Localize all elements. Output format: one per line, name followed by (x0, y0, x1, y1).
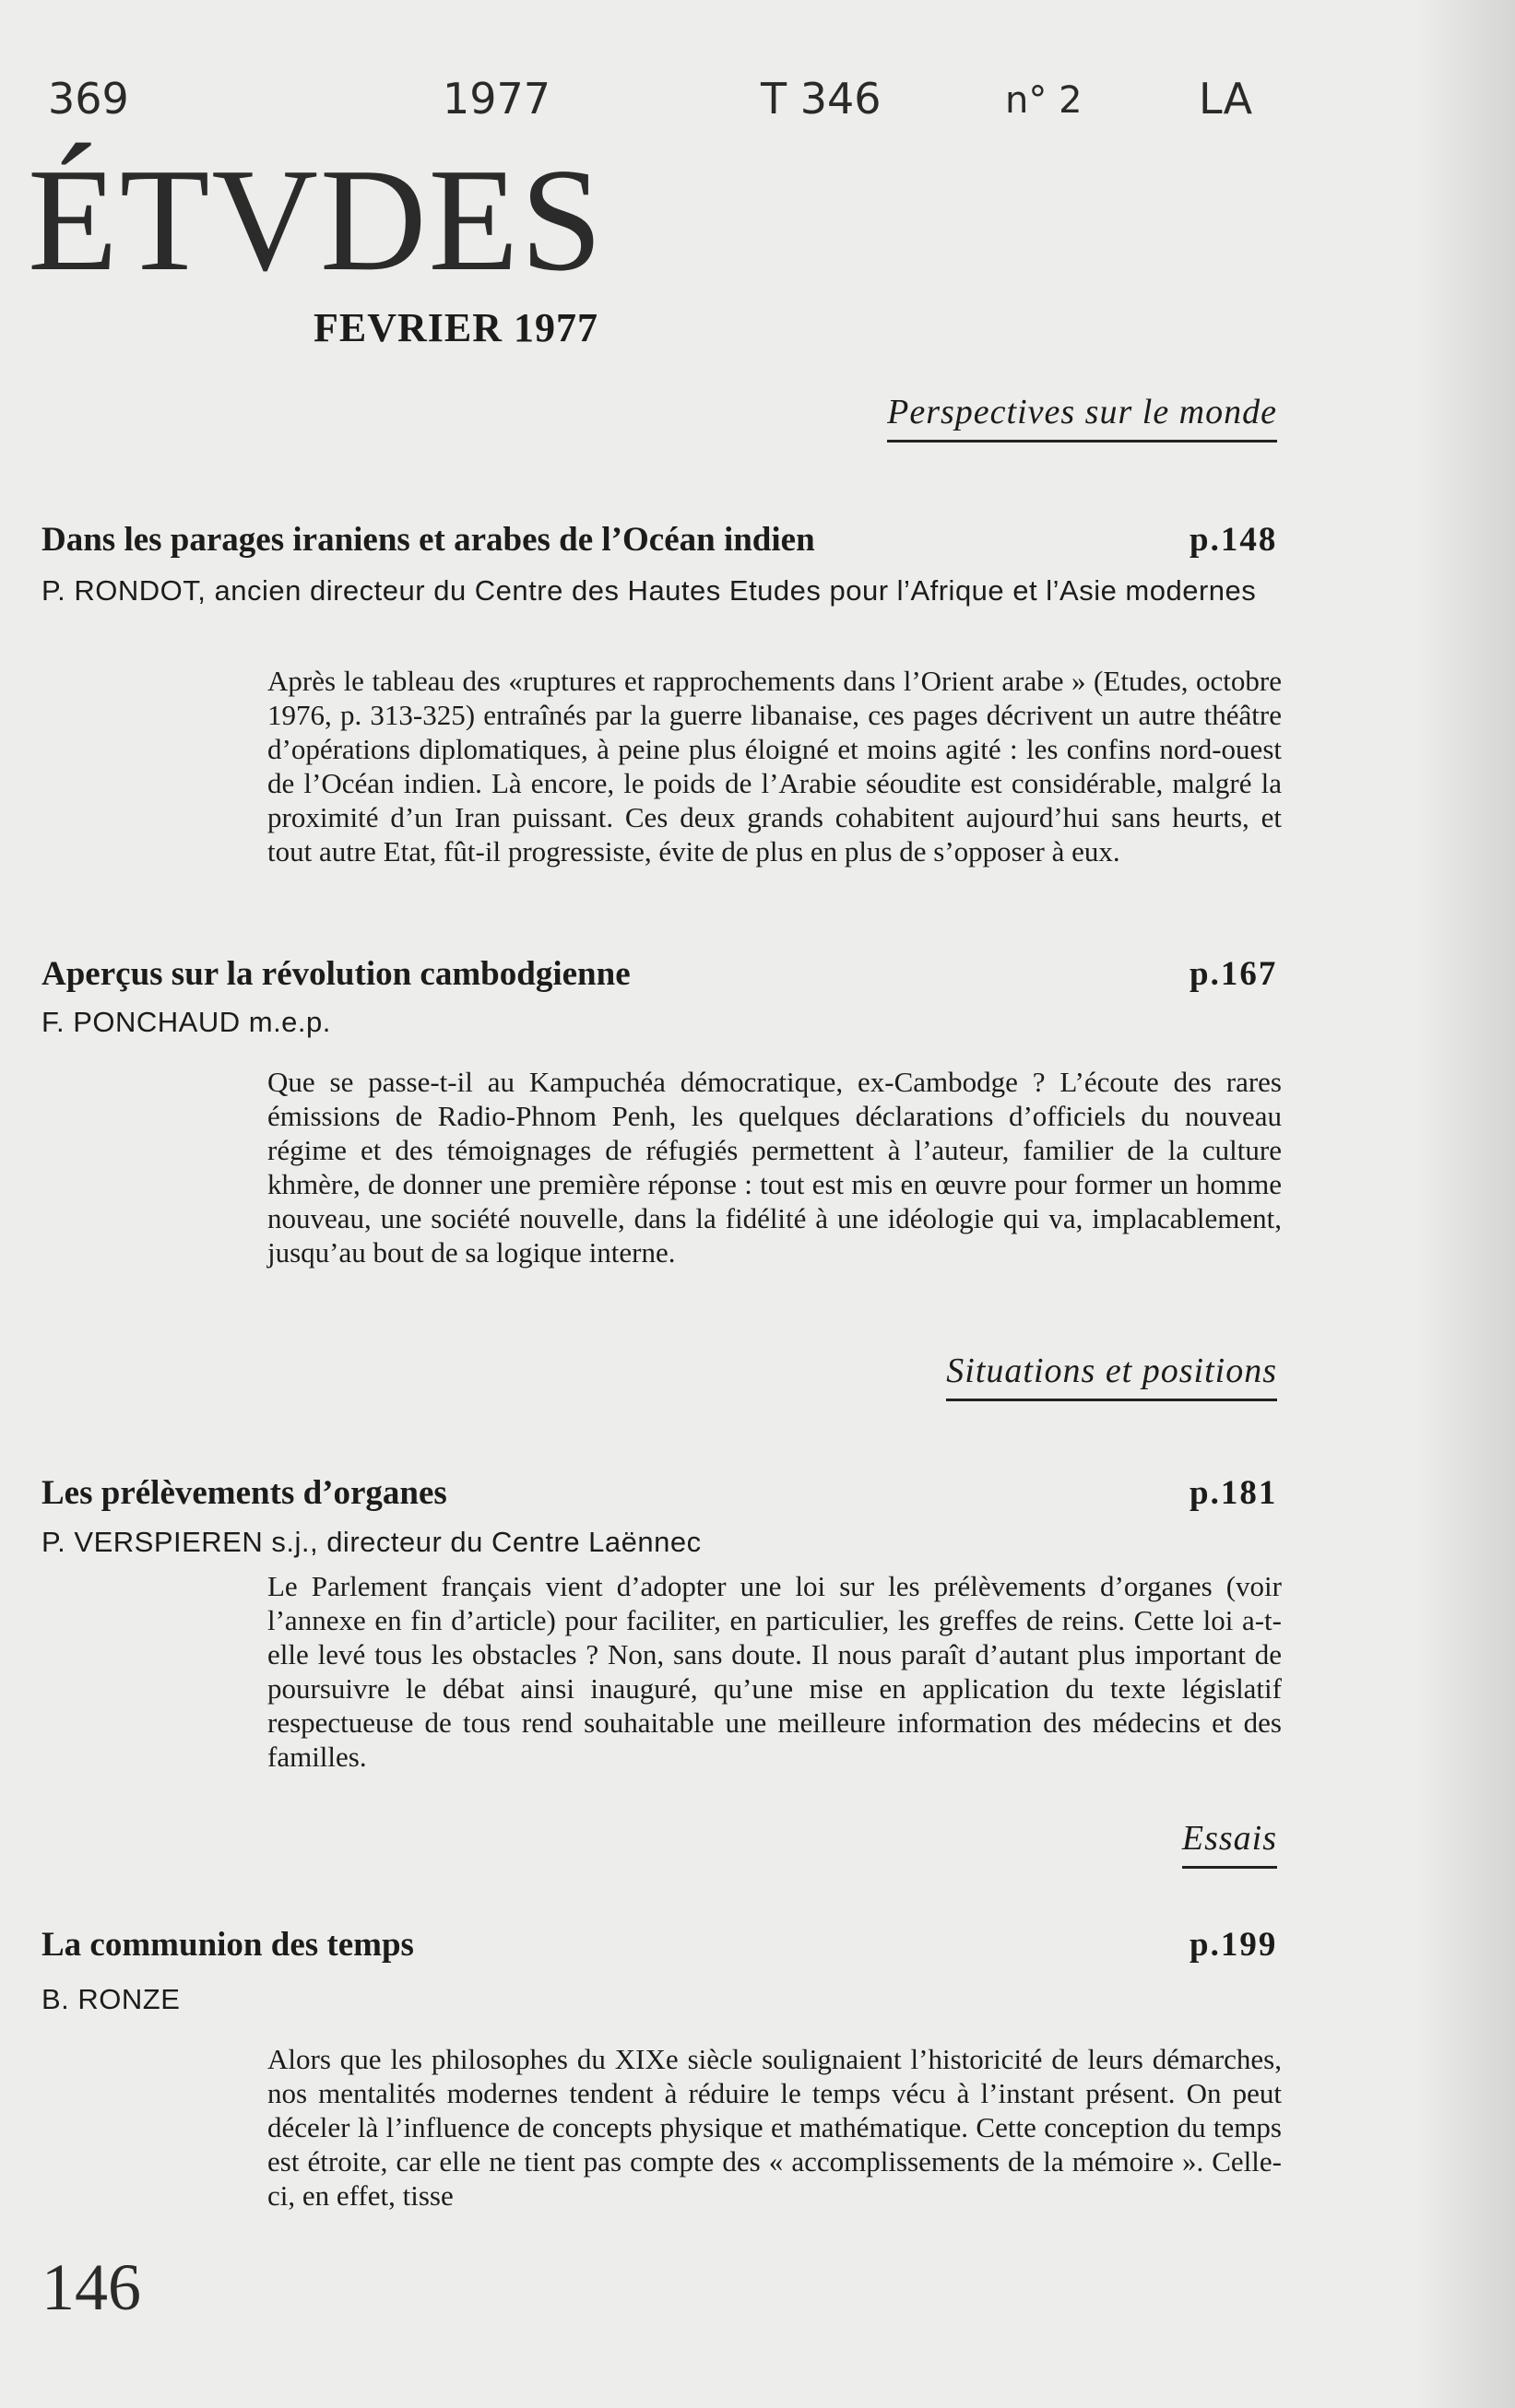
page-edge-shade (1414, 0, 1515, 2408)
article-abstract: Après le tableau des «ruptures et rapprochements dans l’Orient arabe » (Etudes, octobre 1976, p. 313-325) entraînés par la guerre libanaise, ces pages décrivent un autre théâtre d’opérations diplomatiques, à peine plus éloigné et moins agité : les confins nord-ouest de l’Océan indien. Là encore, le poids de l’Arabie séoudite est considérable, malgré la proximité d’un Iran puissant. Ces deux grands cohabitent aujourd’hui sans heurts, et tout autre Etat, fût-il progressiste, évite de plus en plus de s’opposer à eux. (267, 665, 1282, 868)
section-heading: Essais (1182, 1818, 1277, 1869)
section-heading: Perspectives sur le monde (887, 392, 1277, 443)
article-author: P. VERSPIEREN s.j., directeur du Centre Laënnec (41, 1526, 702, 1558)
article-page-ref: p.167 (1190, 955, 1278, 993)
masthead: ÉTVDES (28, 137, 605, 301)
page-number: 146 (41, 2250, 141, 2324)
article-abstract: Que se passe-t-il au Kampuchéa démocratique, ex-Cambodge ? L’écoute des rares émissions de Radio-Phnom Penh, les quelques déclarations d’officiels du nouveau régime et des témoignages de réfugiés permettent à l’auteur, familier de la culture khmère, de donner une première réponse : tout est mis en œuvre pour former un homme nouveau, une société nouvelle, dans la fidélité à une idéologie qui va, implacablement, jusqu’au bout de sa logique interne. (267, 1066, 1282, 1269)
article-page-ref: p.181 (1190, 1474, 1278, 1512)
article-title: Aperçus sur la révolution cambodgienne (41, 955, 631, 993)
article-page-ref: p.199 (1190, 1926, 1278, 1964)
handwritten-annotation: 1977 (443, 74, 551, 124)
handwritten-annotation: n° 2 (1005, 79, 1083, 122)
issue-date: FEVRIER 1977 (314, 305, 599, 350)
article-title: Les prélèvements d’organes (41, 1474, 447, 1512)
article-page-ref: p.148 (1190, 521, 1278, 559)
article-abstract: Le Parlement français vient d’adopter une loi sur les prélèvements d’organes (voir l’annexe en fin d’article) pour faciliter, en particulier, les greffes de reins. Cette loi a-t-elle levé tous les obstacles ? Non, sans doute. Il nous paraît d’autant plus important de poursuivre le débat ainsi inauguré, qu’une mise en application du texte législatif respectueuse de tous rend souhaitable une meilleure information des médecins et des familles. (267, 1570, 1282, 1773)
handwritten-annotation: 369 (48, 74, 129, 124)
section-heading: Situations et positions (946, 1351, 1277, 1401)
article-title: La communion des temps (41, 1926, 414, 1964)
article-author: P. RONDOT, ancien directeur du Centre des Hautes Etudes pour l’Afrique et l’Asie modernes (41, 574, 1257, 607)
article-author: B. RONZE (41, 1983, 181, 2015)
handwritten-annotation: T 346 (761, 74, 882, 124)
handwritten-annotation: LA (1199, 74, 1253, 124)
article-abstract: Alors que les philosophes du XIXe siècle soulignaient l’historicité de leurs démarches, nos mentalités modernes tendent à réduire le temps vécu à l’instant présent. On peut déceler là l’influence de concepts physique et mathématique. Cette conception du temps est étroite, car elle ne tient pas compte des « accomplissements de la mémoire ». Celle-ci, en effet, tisse (267, 2043, 1282, 2212)
article-title: Dans les parages iraniens et arabes de l’Océan indien (41, 521, 815, 559)
article-author: F. PONCHAUD m.e.p. (41, 1006, 331, 1038)
